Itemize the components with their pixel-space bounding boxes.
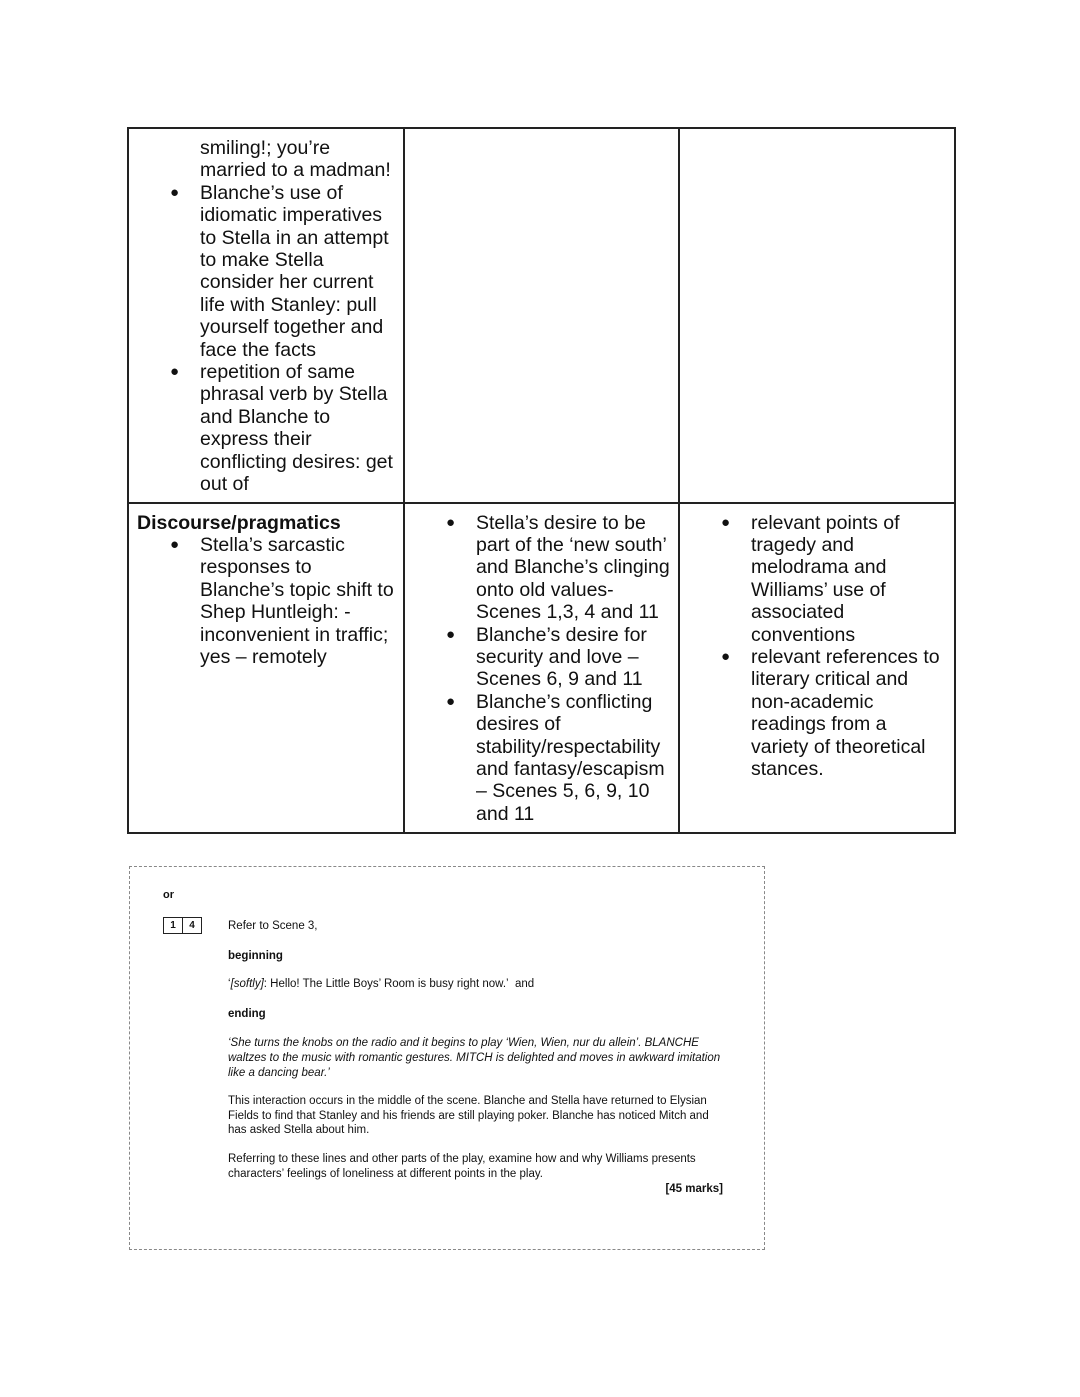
list-item: ● Stella’s desire to be part of the ‘new south’ and Blanche’s clinging onto old values- Scenes 1,3, 4 and 11	[413, 512, 670, 624]
list-item: ● Stella’s sarcastic responses to Blanche’s topic shift to Shep Huntleigh: -inconvenient in traffic; yes – remotely	[137, 534, 395, 668]
table-row	[128, 128, 955, 503]
or-label: or	[163, 889, 174, 901]
bullet-list	[413, 512, 670, 826]
list-item: ● Blanche’s use of idiomatic imperatives to Stella in an attempt to make Stella consider her current life with Stanley: pull yourself together and face the facts	[137, 182, 395, 361]
bullet-list	[137, 182, 395, 496]
beginning-label: beginning	[228, 949, 283, 962]
list-item: ● Blanche’s conflicting desires of stability/respectability and fantasy/escapism – Scenes 5, 6, 9, 10 and 11	[413, 691, 670, 825]
list-item: ● relevant points of tragedy and melodrama and Williams’ use of associated conventions	[688, 512, 946, 646]
table-cell-context	[404, 503, 679, 833]
table-cell-discourse	[128, 503, 404, 833]
question-body	[228, 919, 723, 1197]
question-number	[163, 917, 202, 934]
ending-quote: ‘She turns the knobs on the radio and it begins to play ‘Wien, Wien, nur du allein’. BLANCHE waltzes to the music with romantic gestures. MITCH is delighted and moves in awkward imitation like a dancing bear.’	[228, 1037, 721, 1079]
continued-text-line: smiling!; you’re	[200, 137, 331, 159]
exam-question-box	[129, 866, 765, 1250]
table-cell-language	[128, 128, 404, 503]
stage-direction: [softly]	[230, 978, 264, 991]
bullet-list	[688, 512, 946, 781]
mark-scheme-table	[127, 127, 956, 834]
list-item: ● relevant references to literary critical and non-academic readings from a variety of theoretical stances.	[688, 646, 946, 780]
bullet-list	[137, 534, 395, 668]
question-digit: 1	[163, 917, 183, 934]
section-heading: Discourse/pragmatics	[137, 511, 341, 534]
table-row	[128, 503, 955, 833]
continued-text-line: married to a madman!	[200, 159, 391, 182]
ending-label: ending	[228, 1007, 266, 1020]
context-text: This interaction occurs in the middle of the scene. Blanche and Stella have returned to Elysian Fields to find that Stanley and his friends are still playing poker. Blanche has noticed Mitch and has asked Stella about him.	[228, 1095, 709, 1137]
marks-label: [45 marks]	[665, 1183, 723, 1196]
question-digit: 4	[183, 917, 202, 934]
list-item: ● Blanche’s desire for security and love – Scenes 6, 9 and 11	[413, 624, 670, 691]
table-cell-empty	[679, 128, 955, 503]
question-text: Referring to these lines and other parts of the play, examine how and why Williams presents characters’ feelings of loneliness at different points in the play.	[228, 1152, 696, 1180]
beginning-quote: ‘[softly]: Hello! The Little Boys’ Room is busy right now.’ and	[228, 978, 535, 991]
list-item: ● repetition of same phrasal verb by Stella and Blanche to express their conflicting desires: get out of	[137, 361, 395, 495]
table-cell-empty	[404, 128, 679, 503]
refer-text: Refer to Scene 3,	[228, 920, 318, 932]
table-cell-genre	[679, 503, 955, 833]
